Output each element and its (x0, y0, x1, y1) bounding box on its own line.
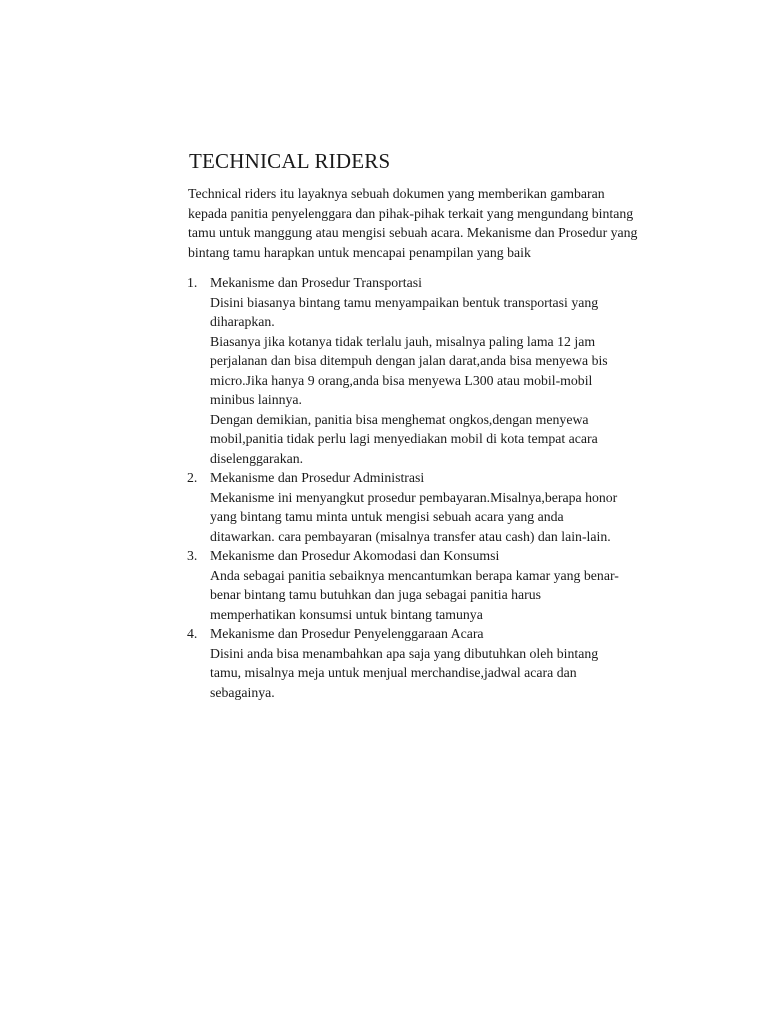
intro-paragraph (142, 184, 642, 262)
list-item-text: Biasanya jika kotanya tidak terlalu jauh, misalnya paling lama 12 jam (210, 333, 596, 349)
list-item-text: yang bintang tamu minta untuk mengisi sebuah acara yang anda (210, 509, 564, 524)
intro-line: tamu untuk manggung atau mengisi sebuah acara. Mekanisme dan Prosedur yang (188, 225, 638, 240)
document-title: TECHNICAL RIDERS (189, 149, 391, 173)
list-item-text: diharapkan. (210, 314, 275, 329)
intro-line: Technical riders itu layaknya sebuah dokumen yang memberikan gambaran (188, 186, 605, 201)
list-item-heading: Mekanisme dan Prosedur Administrasi (210, 470, 425, 485)
list-item-heading: Mekanisme dan Prosedur Transportasi (210, 275, 422, 290)
list-item-akomodasi (142, 546, 662, 624)
list-item-text: micro.Jika hanya 9 orang,anda bisa menyewa L300 atau mobil-mobil (210, 372, 593, 388)
list-item-penyelenggaraan (142, 624, 662, 702)
list-item-text: Anda sebagai panitia sebaiknya mencantumkan berapa kamar yang benar- (210, 567, 619, 583)
list-item-administrasi (142, 468, 662, 546)
list-item-heading: Mekanisme dan Prosedur Akomodasi dan Konsumsi (210, 548, 500, 563)
intro-line: kepada panitia penyelenggara dan pihak-pihak terkait yang mengundang bintang (188, 205, 634, 221)
list-item-text: Disini anda bisa menambahkan apa saja yang dibutuhkan oleh bintang (210, 645, 599, 661)
list-item-text: perjalanan dan bisa ditempuh dengan jalan darat,anda bisa menyewa bis (210, 353, 608, 368)
list-number: 3. (187, 548, 198, 563)
list-item-text: Mekanisme ini menyangkut prosedur pembayaran.Misalnya,berapa honor (210, 489, 618, 505)
list-item-transportasi (142, 273, 662, 468)
list-item-text: tamu, misalnya meja untuk menjual merchandise,jadwal acara dan (210, 665, 577, 680)
list-item-text: Dengan demikian, panitia bisa menghemat ongkos,dengan menyewa (210, 411, 589, 427)
list-item-text: minibus lainnya. (210, 392, 302, 407)
list-item-text: sebagainya. (210, 684, 275, 700)
list-item-text: Disini biasanya bintang tamu menyampaikan bentuk transportasi yang (210, 294, 599, 310)
list-number: 1. (187, 275, 198, 290)
list-item-heading: Mekanisme dan Prosedur Penyelenggaraan Acara (210, 626, 484, 641)
list-item-text: mobil,panitia tidak perlu lagi menyediakan mobil di kota tempat acara (210, 431, 598, 446)
list-number: 4. (187, 626, 198, 641)
mechanism-list (142, 273, 662, 702)
list-item-text: diselenggarakan. (210, 450, 304, 466)
intro-line: bintang tamu harapkan untuk mencapai penampilan yang baik (188, 244, 531, 260)
list-item-text: benar bintang tamu butuhkan dan juga sebagai panitia harus (210, 587, 542, 602)
list-item-text: ditawarkan. cara pembayaran (misalnya transfer atau cash) dan lain-lain. (210, 528, 611, 544)
list-number: 2. (187, 470, 198, 485)
list-item-text: memperhatikan konsumsi untuk bintang tamunya (210, 606, 483, 622)
